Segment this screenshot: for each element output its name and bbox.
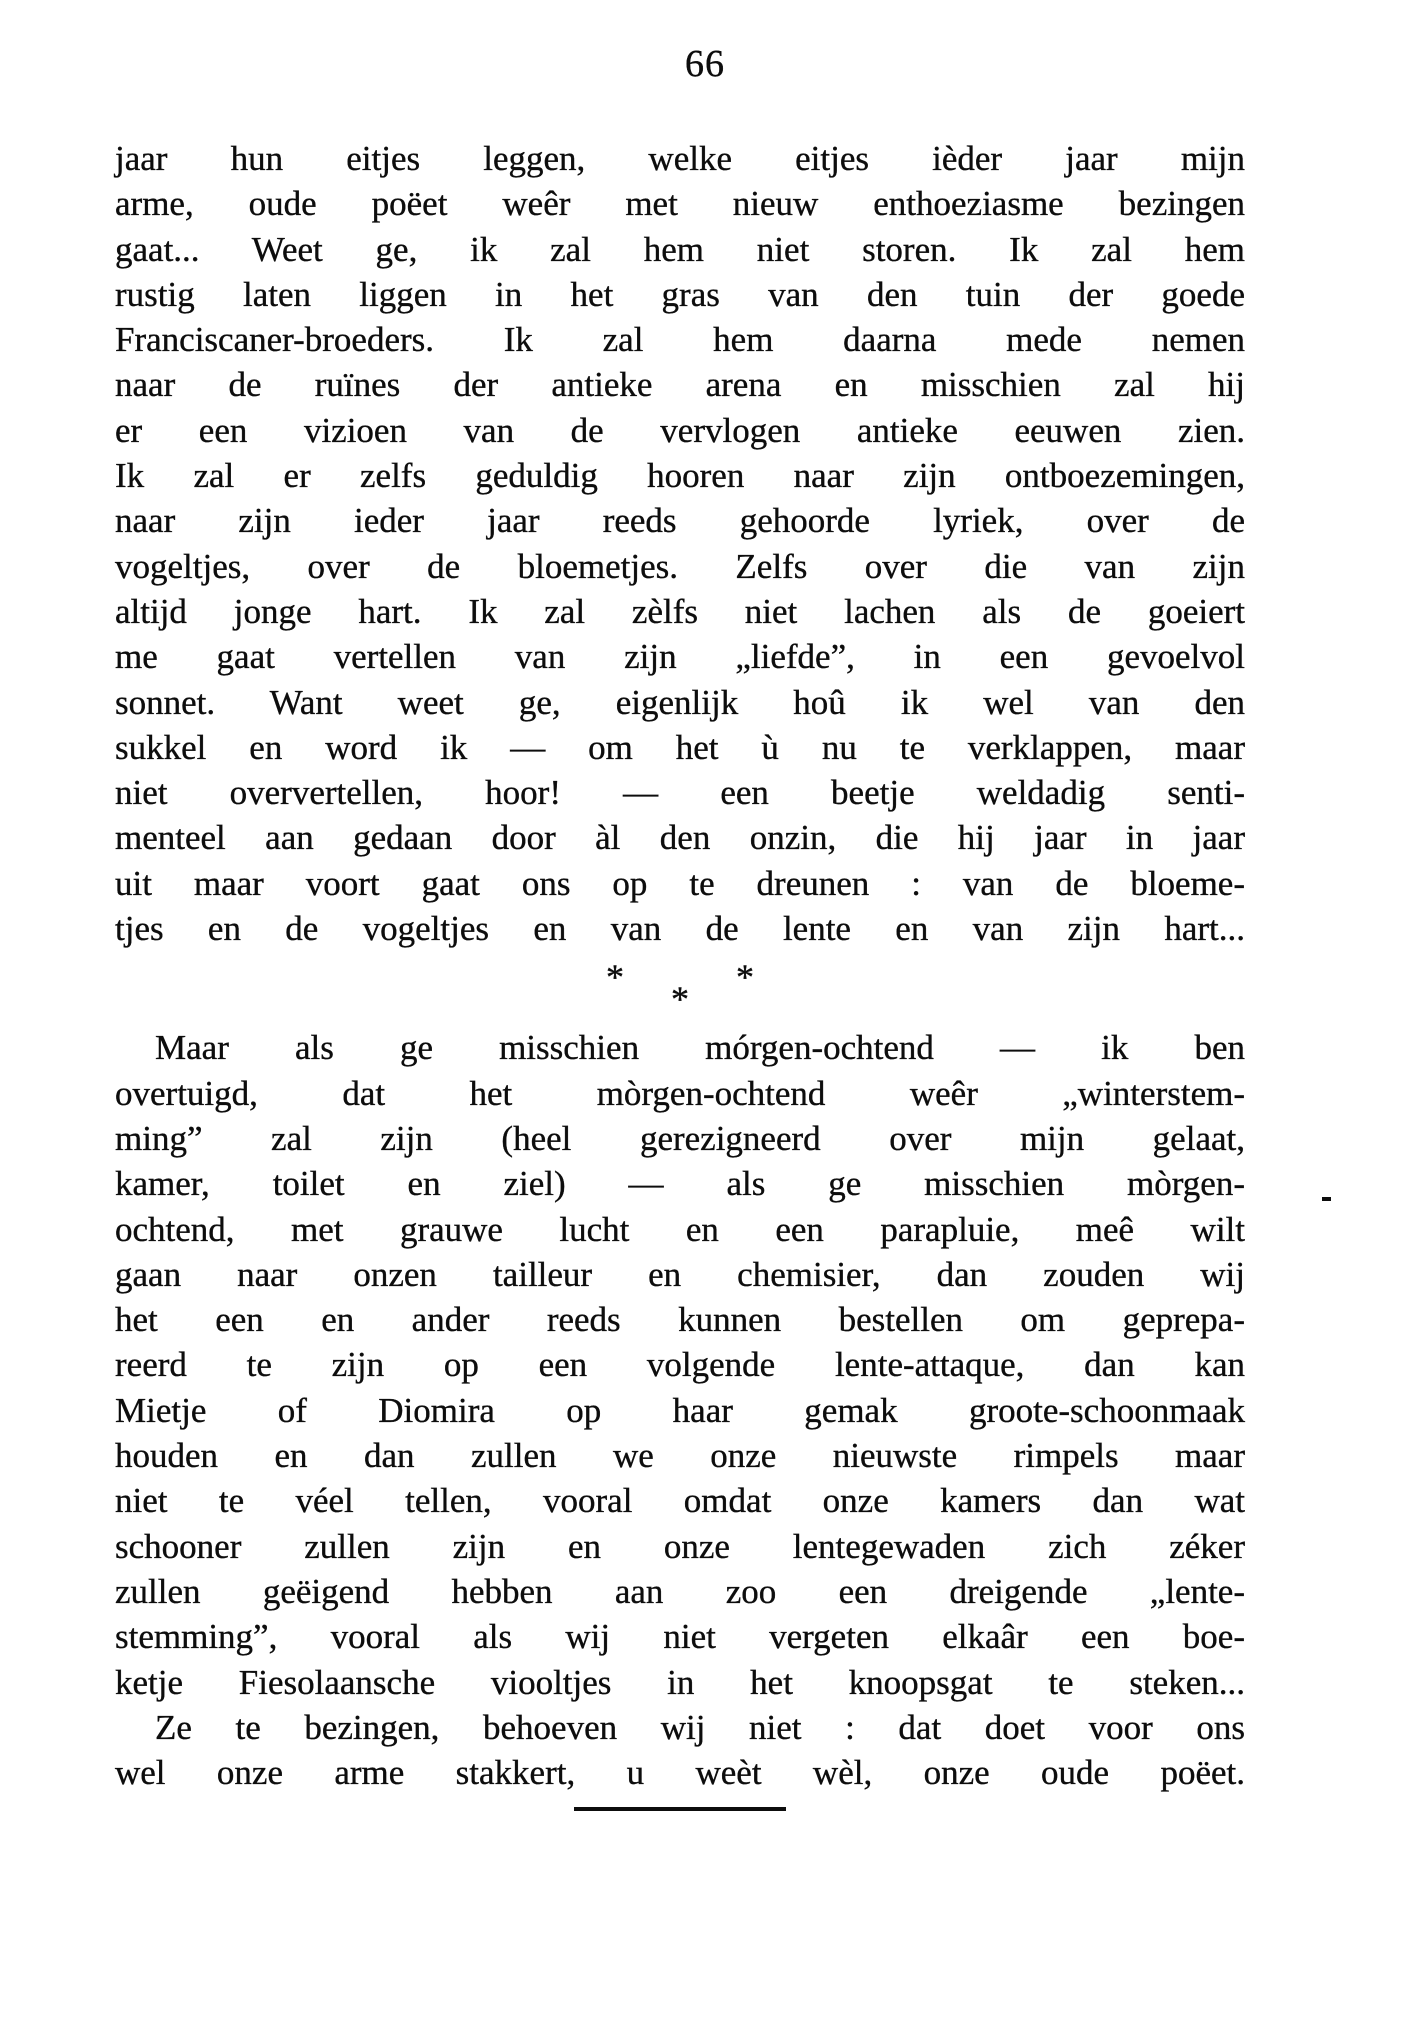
text-line: er een vizioen van de vervlogen antieke eeuwen zien. (115, 410, 1245, 450)
text-line: jaar hun eitjes leggen, welke eitjes ièder jaar mijn (115, 139, 1245, 178)
text-line: sonnet. Want weet ge, eigenlijk hoû ik wel van den (115, 682, 1245, 722)
text-line: Franciscaner-broeders. Ik zal hem daarna mede nemen (115, 320, 1245, 360)
paragraph-1 (115, 136, 1245, 951)
end-rule (574, 1807, 786, 1811)
text-line: rustig laten liggen in het gras van den tuin der goede (115, 274, 1245, 314)
text-line: schooner zullen zijn en onze lentegewaden zich zéker (115, 1526, 1245, 1566)
text-line: naar de ruïnes der antieke arena en misschien zal hij (115, 365, 1245, 405)
ink-speck (1322, 1197, 1331, 1201)
paragraph-3 (115, 1705, 1245, 1796)
text-line: stemming”, vooral als wij niet vergeten elkaâr een boe- (115, 1617, 1245, 1657)
text-line: ketje Fiesolaansche viooltjes in het knoopsgat te steken... (115, 1662, 1245, 1702)
asterisk-separator (606, 959, 754, 1025)
text-line: overtuigd, dat het mòrgen-ochtend weêr „winterstem- (115, 1073, 1245, 1113)
text-line: altijd jonge hart. Ik zal zèlfs niet lachen als de goeiert (115, 591, 1245, 631)
text-line: niet te véel tellen, vooral omdat onze kamers dan wat (115, 1481, 1245, 1521)
text-block (115, 136, 1245, 1811)
text-line: wel onze arme stakkert, u weèt wèl, onze oude poëet. (115, 1753, 1245, 1793)
text-line: niet oververtellen, hoor! — een beetje weldadig senti- (115, 773, 1245, 813)
paragraph-2 (115, 1025, 1245, 1704)
text-line: naar zijn ieder jaar reeds gehoorde lyriek, over de (115, 501, 1245, 541)
text-line: menteel aan gedaan door àl den onzin, die hij jaar in jaar (115, 818, 1245, 858)
asterisk-icon: * (736, 957, 754, 998)
text-line: sukkel en word ik — om het ù nu te verklappen, maar (115, 727, 1245, 767)
text-line: kamer, toilet en ziel) — als ge misschien mòrgen- (115, 1164, 1245, 1204)
text-line: het een en ander reeds kunnen bestellen om geprepa- (115, 1300, 1245, 1340)
text-line: Maar als ge misschien mórgen-ochtend — ik ben (155, 1028, 1245, 1068)
text-line: ming” zal zijn (heel gerezigneerd over mijn gelaat, (115, 1118, 1245, 1158)
text-line: vogeltjes, over de bloemetjes. Zelfs over die van zijn (115, 546, 1245, 586)
text-line: reerd te zijn op een volgende lente-attaque, dan kan (115, 1345, 1245, 1385)
text-line: zullen geëigend hebben aan zoo een dreigende „lente- (115, 1571, 1245, 1611)
text-line: ochtend, met grauwe lucht en een parapluie, meê wilt (115, 1209, 1245, 1249)
text-line: gaan naar onzen tailleur en chemisier, dan zouden wij (115, 1254, 1245, 1294)
text-line: arme, oude poëet weêr met nieuw enthoeziasme bezingen (115, 184, 1245, 224)
asterisk-icon: * (671, 979, 689, 1020)
text-line: Ze te bezingen, behoeven wij niet : dat doet voor ons (155, 1707, 1245, 1747)
asterisk-icon: * (606, 957, 624, 998)
text-line: me gaat vertellen van zijn „liefde”, in een gevoelvol (115, 637, 1245, 677)
text-line: tjes en de vogeltjes en van de lente en van zijn hart... (115, 909, 1245, 949)
text-line: Ik zal er zelfs geduldig hooren naar zijn ontboezemingen, (115, 456, 1245, 496)
page-number: 66 (685, 43, 725, 85)
text-line: uit maar voort gaat ons op te dreunen : van de bloeme- (115, 863, 1245, 903)
text-line: gaat... Weet ge, ik zal hem niet storen. Ik zal hem (115, 229, 1245, 269)
text-line: Mietje of Diomira op haar gemak groote-schoonmaak (115, 1390, 1245, 1430)
text-line: houden en dan zullen we onze nieuwste rimpels maar (115, 1436, 1245, 1476)
